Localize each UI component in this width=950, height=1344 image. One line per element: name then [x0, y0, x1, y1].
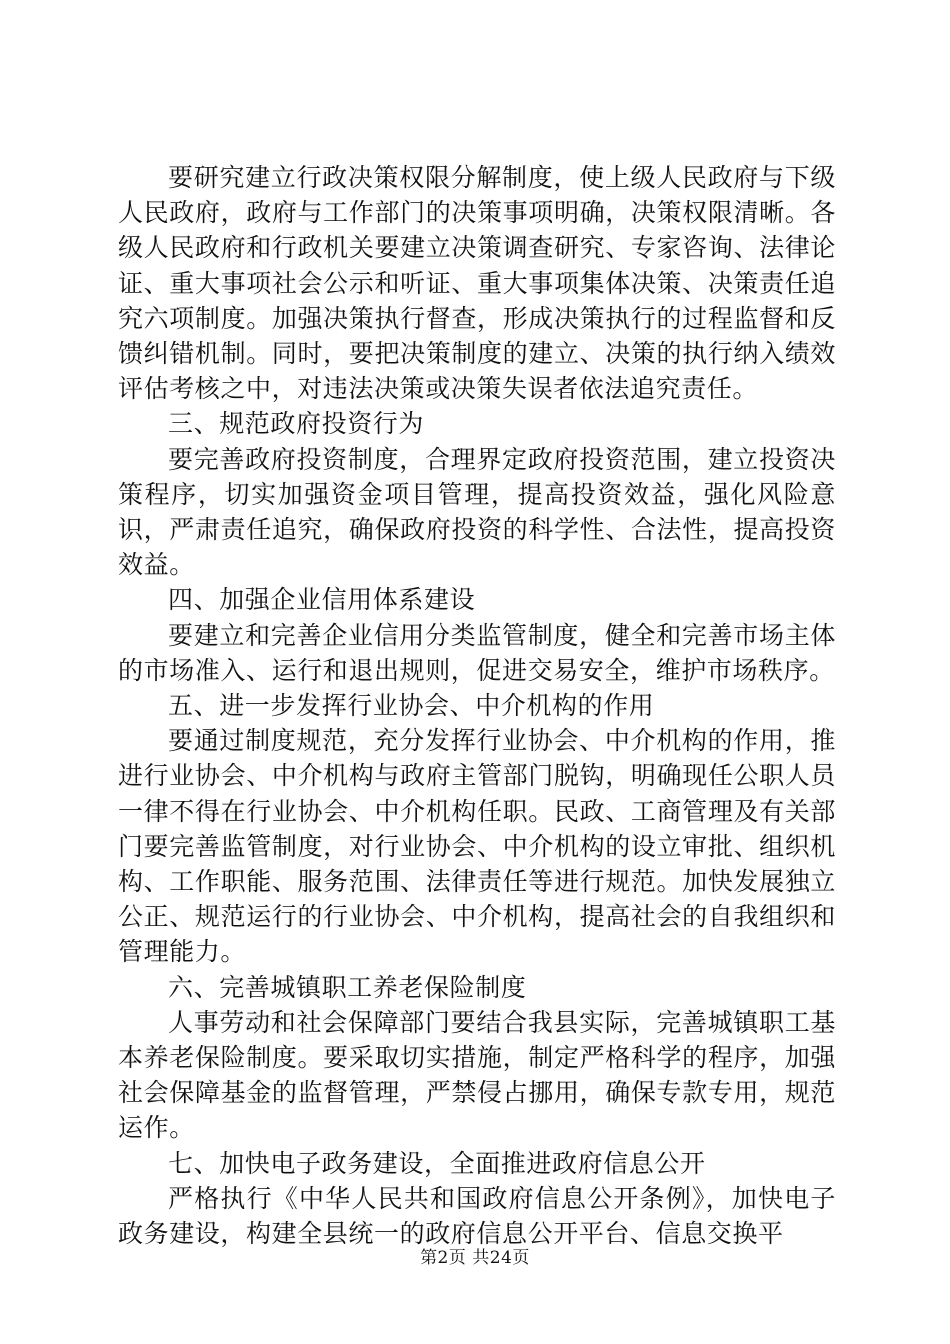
paragraph-pension: 人事劳动和社会保障部门要结合我县实际，完善城镇职工基本养老保险制度。要采取切实措施，制定严格科学的程序，加强社会保障基金的监督管理，严禁侵占挪用，确保专款专用，规范运作。 [118, 1007, 836, 1143]
paragraph-credit-system: 要建立和完善企业信用分类监管制度，健全和完善市场主体的市场准入、运行和退出规则，促进交易安全，维护市场秩序。 [118, 620, 836, 685]
paragraph-investment: 要完善政府投资制度，合理界定政府投资范围，建立投资决策程序，切实加强资金项目管理，提高投资效益，强化风险意识，严肃责任追究，确保政府投资的科学性、合法性，提高投资效益。 [118, 444, 836, 580]
section-heading-3: 三、规范政府投资行为 [168, 409, 425, 439]
section-heading-7: 七、加快电子政务建设，全面推进政府信息公开 [168, 1148, 706, 1178]
paragraph-industry-associations: 要通过制度规范，充分发挥行业协会、中介机构的作用，推进行业协会、中介机构与政府主管部门脱钩，明确现任公职人员一律不得在行业协会、中介机构任职。民政、工商管理及有关部门要完善监管制度，对行业协会、中介机构的设立审批、组织机构、工作职能、服务范围、法律责任等进行规范。加快发展独立公正、规范运行的行业协会、中介机构，提高社会的自我组织和管理能力。 [118, 726, 836, 967]
section-heading-4: 四、加强企业信用体系建设 [168, 585, 476, 615]
paragraph-decision-system: 要研究建立行政决策权限分解制度，使上级人民政府与下级人民政府，政府与工作部门的决策事项明确，决策权限清晰。各级人民政府和行政机关要建立决策调查研究、专家咨询、法律论证、重大事项社会公示和听证、重大事项集体决策、决策责任追究六项制度。加强决策执行督查，形成决策执行的过程监督和反馈纠错机制。同时，要把决策制度的建立、决策的执行纳入绩效评估考核之中，对违法决策或决策失误者依法追究责任。 [118, 163, 836, 404]
page-number-footer: 第2页 共24页 [420, 1248, 530, 1268]
section-heading-5: 五、进一步发挥行业协会、中介机构的作用 [168, 691, 655, 721]
section-heading-6: 六、完善城镇职工养老保险制度 [168, 972, 527, 1002]
paragraph-e-government: 严格执行《中华人民共和国政府信息公开条例》，加快电子政务建设，构建全县统一的政府信息公开平台、信息交换平 [118, 1183, 836, 1249]
document-body [118, 160, 836, 1251]
